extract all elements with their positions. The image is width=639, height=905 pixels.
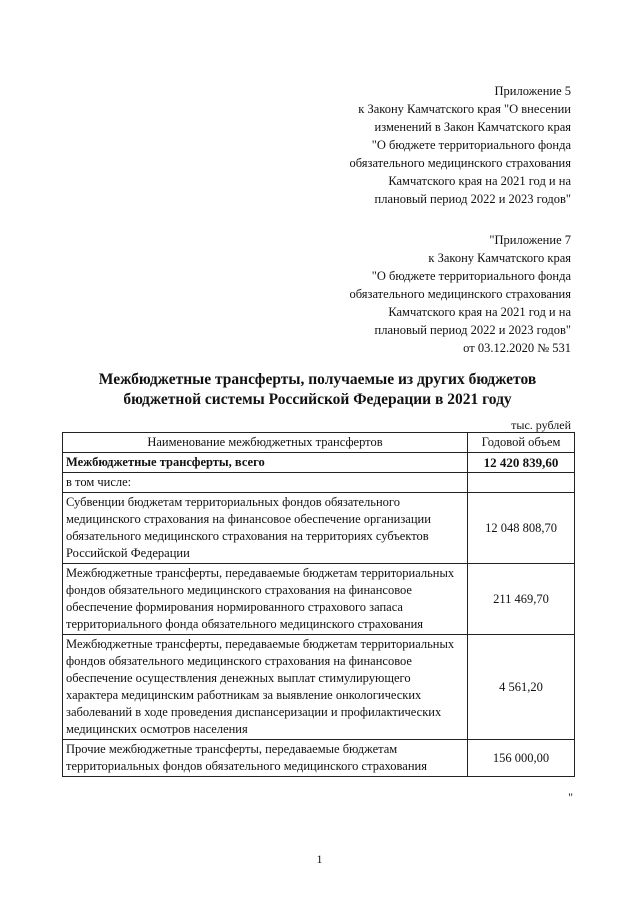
appendix-5-line: Приложение 5 <box>494 84 571 98</box>
appendix-7-line: "О бюджете территориального фонда <box>371 269 571 283</box>
document-title <box>60 370 575 410</box>
total-value: 12 420 839,60 <box>468 453 575 473</box>
appendix-7-line: обязательного медицинского страхования <box>349 287 571 301</box>
row-name: Межбюджетные трансферты, передаваемые бюджетам территориальных фондов обязательного медицинского страхования на финансовое обеспечение формирования нормированного страхового запаса территориального фонда обязательного медицинского страхования <box>63 564 468 635</box>
total-name: Межбюджетные трансферты, всего <box>63 453 468 473</box>
appendix-7-line: к Закону Камчатского края <box>428 251 571 265</box>
row-value: 156 000,00 <box>468 740 575 777</box>
including-label: в том числе: <box>63 473 468 493</box>
table-row <box>63 564 575 635</box>
appendix-7-line: плановый период 2022 и 2023 годов" <box>374 323 571 337</box>
appendix-7-line: от 03.12.2020 № 531 <box>463 341 571 355</box>
row-value: 211 469,70 <box>468 564 575 635</box>
row-value: 4 561,20 <box>468 635 575 740</box>
row-name: Прочие межбюджетные трансферты, передаваемые бюджетам территориальных фондов обязательного медицинского страхования <box>63 740 468 777</box>
row-name: Субвенции бюджетам территориальных фондов обязательного медицинского страхования на финансовое обеспечение организации обязательного медицинского страхования на территориях субъектов Российской Федерации <box>63 493 468 564</box>
table-row <box>63 740 575 777</box>
row-name: Межбюджетные трансферты, передаваемые бюджетам территориальных фондов обязательного медицинского страхования на финансовое обеспечение осуществления денежных выплат стимулирующего характера медицинским работникам за выявление онкологических заболеваний в ходе проведения диспансеризации и профилактических медицинских осмотров населения <box>63 635 468 740</box>
table-row <box>63 635 575 740</box>
table-header-row <box>63 433 575 453</box>
appendix-7-heading <box>271 231 571 357</box>
including-row <box>63 473 575 493</box>
empty-cell <box>468 473 575 493</box>
row-value: 12 048 808,70 <box>468 493 575 564</box>
units-label: тыс. рублей <box>511 418 571 432</box>
document-title-line: Межбюджетные трансферты, получаемые из других бюджетов <box>98 371 537 388</box>
appendix-7-line: "Приложение 7 <box>489 233 571 247</box>
appendix-5-line: к Закону Камчатского края "О внесении <box>358 102 571 116</box>
column-header-value: Годовой объем <box>468 433 575 453</box>
page-number: 1 <box>316 852 323 866</box>
appendix-5-heading <box>271 82 571 208</box>
appendix-7-line: Камчатского края на 2021 год и на <box>388 305 571 319</box>
appendix-5-line: Камчатского края на 2021 год и на <box>388 174 571 188</box>
transfers-table <box>62 432 575 777</box>
closing-quote: " <box>568 790 573 804</box>
appendix-5-line: изменений в Закон Камчатского края <box>374 120 571 134</box>
column-header-name: Наименование межбюджетных трансфертов <box>63 433 468 453</box>
appendix-5-line: "О бюджете территориального фонда <box>371 138 571 152</box>
appendix-5-line: обязательного медицинского страхования <box>349 156 571 170</box>
total-row <box>63 453 575 473</box>
table-row <box>63 493 575 564</box>
appendix-5-line: плановый период 2022 и 2023 годов" <box>374 192 571 206</box>
document-title-line: бюджетной системы Российской Федерации в 2021 году <box>123 391 512 408</box>
